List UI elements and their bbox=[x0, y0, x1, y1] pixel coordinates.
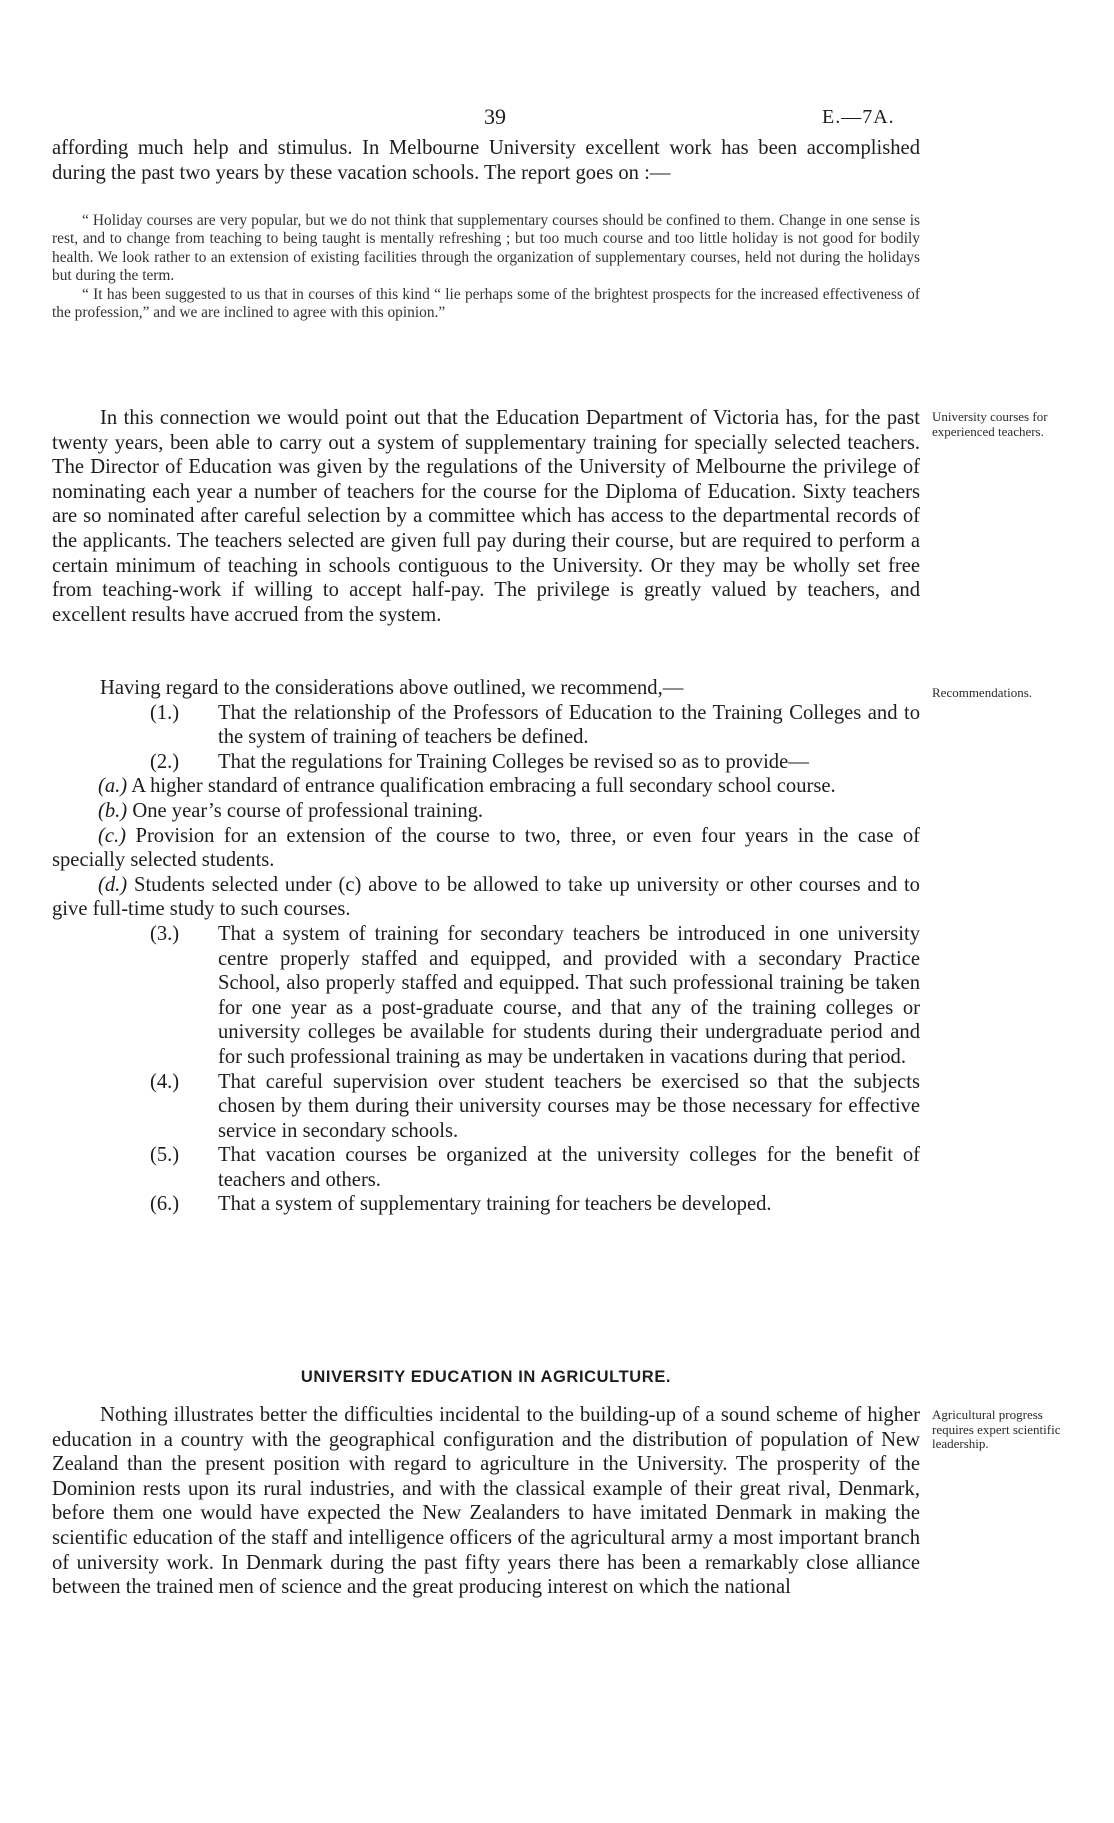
opening-paragraph: affording much help and stimulus. In Melbourne University excellent work has been accomplished during the past two years by these vacation schools. The report goes on :— bbox=[52, 137, 920, 184]
recommendation-text: That the regulations for Training Colleges be revised so as to provide— bbox=[218, 750, 809, 773]
recommendation-number: (2.) bbox=[150, 750, 180, 773]
recommendations-intro: Having regard to the considerations above outlined, we recommend,— bbox=[100, 677, 684, 699]
recommendation-number: (4.) bbox=[150, 1070, 180, 1093]
sub-item bbox=[52, 824, 920, 873]
quote-paragraph-1: “ Holiday courses are very popular, but we do not think that supplementary courses should be confined to them. Change in one sense is rest, and to change from teaching to being taught is mentally refreshing ; but too much course and too little holiday is not good for bodily health. We look rather to an extension of existing facilities through the organization of supplementary courses, held not during the holidays but during the term. bbox=[52, 212, 920, 285]
document-reference: E.—7A. bbox=[822, 106, 895, 128]
margin-note-recommendations: Recommendations. bbox=[932, 685, 1033, 700]
page-number: 39 bbox=[484, 104, 506, 129]
recommendation-text: That the relationship of the Professors of Education to the Training Colleges and to the system of training of teachers be defined. bbox=[218, 701, 920, 749]
agriculture-paragraph-block bbox=[52, 1403, 920, 1600]
recommendation-item bbox=[52, 1192, 920, 1217]
report-quote bbox=[52, 212, 920, 322]
sub-item-text: Provision for an extension of the course to two, three, or even four years in the case of specially selected students. bbox=[52, 824, 920, 872]
quote-paragraph-2: “ It has been suggested to us that in courses of this kind “ lie perhaps some of the brightest prospects for the increased effectiveness of the profession,” and we are inclined to agree with this opinion.” bbox=[52, 285, 920, 322]
sub-item-label: (d.) bbox=[98, 873, 128, 896]
sub-item bbox=[52, 774, 920, 799]
opening-paragraph-block bbox=[52, 136, 920, 185]
recommendation-item bbox=[52, 1070, 920, 1144]
margin-note-agricultural: Agricultural progress requires expert scientific leadership. bbox=[932, 1407, 1061, 1451]
recommendation-text: That a system of supplementary training for teachers be developed. bbox=[218, 1193, 772, 1216]
section-title: UNIVERSITY EDUCATION IN AGRICULTURE. bbox=[300, 1368, 672, 1386]
recommendation-text: That vacation courses be organized at the university colleges for the benefit of teachers and others. bbox=[218, 1144, 920, 1191]
victoria-paragraph-block bbox=[52, 406, 920, 627]
sub-item-label: (a.) bbox=[98, 775, 128, 798]
sub-item bbox=[52, 873, 920, 922]
recommendation-number: (5.) bbox=[150, 1144, 180, 1167]
recommendation-text: That a system of training for secondary teachers be introduced in one university centre properly staffed and equipped, and provided with a secondary Practice School, also properly staffed and equipped. That such professional training be taken for one year as a post-graduate course, and that any of the training colleges or university colleges be available for students during their undergraduate period and for such professional training as may be undertaken in vacations during that period. bbox=[218, 922, 920, 1068]
sub-item-label: (c.) bbox=[98, 824, 127, 847]
sub-item bbox=[52, 799, 920, 824]
recommendation-item bbox=[52, 1143, 920, 1192]
victoria-paragraph: In this connection we would point out that the Education Department of Victoria has, for the past twenty years, been able to carry out a system of supplementary training for specially selected teachers. The Director of Education was given by the regulations of the University of Melbourne the privilege of nominating each year a number of teachers for the course for the Diploma of Education. Sixty teachers are so nominated after careful selection by a committee which has access to the departmental records of the applicants. The teachers selected are given full pay during their course, but are required to perform a certain minimum of teaching in schools contiguous to the University. Or they may be wholly set free from teaching-work if willing to accept half-pay. The privilege is greatly valued by teachers, and excellent results have accrued from the system. bbox=[52, 407, 920, 626]
sub-item-text: One year’s course of professional training. bbox=[132, 799, 484, 822]
recommendation-number: (6.) bbox=[150, 1193, 180, 1216]
sub-item-text: Students selected under (c) above to be allowed to take up university or other courses and to give full-time study to such courses. bbox=[52, 873, 920, 921]
agriculture-paragraph: Nothing illustrates better the difficulties incidental to the building-up of a sound scheme of higher education in a country with the geographical configuration and the distribution of population of New Zealand than the present position with regard to agriculture in the University. The prosperity of the Dominion rests upon its rural industries, and with the classical example of their great rival, Denmark, before them one would have expected the New Zealanders to have imitated Denmark in making the scientific education of the staff and intelligence officers of the agricultural army a most important branch of university work. In Denmark during the past fifty years there has been a remarkably close alliance between the trained men of science and the great producing interest on which the national bbox=[52, 1404, 920, 1599]
recommendation-item bbox=[52, 701, 920, 750]
recommendation-number: (1.) bbox=[150, 701, 180, 724]
sub-item-label: (b.) bbox=[98, 799, 128, 822]
recommendations-block bbox=[52, 676, 920, 1217]
sub-item-text: A higher standard of entrance qualification embracing a full secondary school course. bbox=[131, 775, 836, 798]
recommendation-number: (3.) bbox=[150, 922, 180, 945]
recommendation-item bbox=[52, 922, 920, 1070]
margin-note-university-courses: University courses for experienced teachers. bbox=[932, 409, 1048, 439]
recommendation-item bbox=[52, 750, 920, 775]
recommendation-text: That careful supervision over student teachers be exercised so that the subjects chosen by them during their university courses may be those necessary for effective service in secondary schools. bbox=[218, 1070, 920, 1142]
